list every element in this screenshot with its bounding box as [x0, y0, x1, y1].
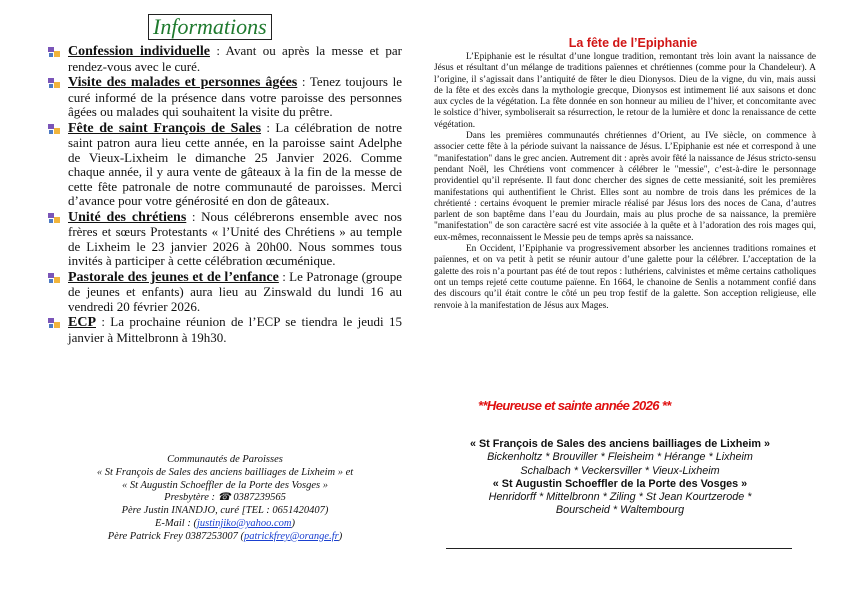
bullet-icon — [48, 46, 61, 58]
footer-line: « St Augustin Schoeffler de la Porte des Vosges » — [122, 479, 328, 491]
epiphany-article — [434, 36, 816, 312]
contact-footer — [60, 454, 390, 544]
list-item-unite — [44, 210, 402, 269]
bullet-icon — [48, 272, 61, 284]
divider — [446, 548, 792, 549]
email2-link[interactable]: patrickfrey@orange.fr — [244, 530, 339, 542]
item-heading: Pastorale des jeunes et de l’enfance — [68, 269, 279, 285]
item-text: : Nous célébrerons ensemble avec nos frères et sœurs Protestants « l’Unité des Chrétiens » au temple de Lixheim le 23 janvier 2026 à 20h00. Nous sommes tous invités à participer à cette célébration œcuménique. — [68, 208, 402, 268]
priest2-contact: Père Patrick Frey 0387253007 ( — [107, 530, 245, 542]
bullet-icon — [48, 317, 61, 329]
parish-villages: Bickenholtz * Brouviller * Fleisheim * Hérange * Lixheim — [487, 451, 753, 464]
item-heading: Unité des chrétiens — [68, 209, 187, 225]
parish-group-title: « St Augustin Schoeffler de la Porte des Vosges » — [492, 477, 748, 490]
item-heading: Visite des malades et personnes âgées — [68, 75, 298, 90]
email-link[interactable]: justinjiko@yahoo.com — [196, 517, 292, 529]
new-year-wish: **Heureuse et sainte année 2026 ** — [478, 398, 671, 413]
email-paren: ) — [291, 517, 296, 529]
bullet-icon — [48, 212, 61, 224]
article-title: La fête de l’Epiphanie — [568, 36, 698, 50]
footer-line: Communautés de Paroisses — [167, 454, 283, 465]
left-column — [44, 14, 402, 346]
item-heading: Fête de saint François de Sales — [68, 120, 262, 136]
parish-list — [436, 438, 804, 518]
priest-contact: Père Justin INANDJO, curé [TEL : 0651420407) — [121, 505, 329, 517]
informations-title: Informations — [148, 14, 272, 40]
item-text: : La célébration de notre saint patron aura lieu cette année, en la paroisse saint Adelphe de Vieux-Lixheim le dimanche 25 Janvier 2026. Comme chaque année, il y aura vente de gâteaux à la fin de la messe de cette fête patronale de notre communauté de paroisses. Merci d’avance pour votre générosité en don de gâteaux. — [68, 119, 402, 208]
list-item-visite — [44, 75, 402, 120]
item-text: : La prochaine réunion de l’ECP se tiendra le jeudi 15 janvier à Mittelbronn à 19h30. — [68, 314, 402, 345]
list-item-pastorale — [44, 270, 402, 315]
list-item-ecp — [44, 315, 402, 345]
item-text: : Tenez toujours le curé informé de la présence dans votre paroisse des personnes âgées ou malades qui souhaitent la visite du prêtre. — [68, 74, 402, 119]
parish-villages: Bourscheid * Waltembourg — [555, 504, 685, 517]
parish-villages: Henridorff * Mittelbronn * Ziling * St Jean Kourtzerode * — [488, 491, 752, 504]
article-paragraph: L’Epiphanie est le résultat d’une longue tradition, remontant très loin avant la naissance de Jésus et résultant d’un mélange de traditions païennes et chrétiennes (comme pour la Chandeleur). A l’origine, il s’agissait dans l’antiquité de fêter le dieu Dionysos. Dieu de la vigne, du vin, mais aussi de la fête et des excès dans la mythologie grecque, Dionysos est intimement lié aux saisons et donc aux cycles de la végétation. La fête donnée en son honneur au milieu de l’hiver, et concomitante avec le solstice d’hiver, symboliserait sa résurrection, le retour de la lumière et donc la renaissance de cette végétation. — [434, 52, 816, 130]
item-text: : Le Patronage (groupe de jeunes et enfants) aura lieu au Zinswald du lundi 16 au vendredi 20 février 2026. — [68, 268, 403, 314]
item-text: : Avant ou après la messe et par rendez-vous avec le curé. — [68, 43, 402, 74]
article-paragraph: En Occident, l’Epiphanie va progressivement absorber les anciennes traditions romaines et païennes, et on va petit à petit se réunir autour d’une galette pour la célébrer. L’acceptation de la galette des rois n’a pourtant pas été de tout repos : luthériens, calvinistes et même certains catholiques ont un temps rejeté cette coutume païenne. En 1664, le chanoine de Senlis a notamment confié dans des discours qu’il était contre le côté un peu trop festif de la galette. Son acception religieuse, elle renvoie à la manifestation de Jésus aux Mages. — [434, 244, 816, 311]
email2-paren: ) — [338, 530, 343, 542]
parish-group-title: « St François de Sales des anciens bailliages de Lixheim » — [469, 438, 771, 450]
list-item-fete — [44, 121, 402, 209]
info-list — [44, 44, 402, 345]
footer-line: « St François de Sales des anciens bailliages de Lixheim » et — [96, 466, 354, 478]
parish-villages: Schalbach * Veckersviller * Vieux-Lixheim — [520, 464, 720, 477]
bullet-icon — [48, 77, 61, 89]
item-heading: ECP — [68, 315, 96, 330]
priest2-line — [60, 531, 390, 544]
email-label: E-Mail : ( — [154, 517, 197, 529]
bullet-icon — [48, 123, 61, 135]
article-paragraph: Dans les premières communautés chrétiennes d’Orient, au IVe siècle, on commence à associer cette fête à la période suivant la naissance de Jésus. L’Epiphanie est née et correspond à une "manifestation" dans le grec ancien. Autrement dit : après avoir fêté la naissance de Jésus stricto-sensu pendant Noël, les Chrétiens vont commencer à célébrer le "messie", c’est-à-dire le personnage providentiel qu’il représente. Il faut donc chercher des signes de cette messianité, soit les premières manifestations qui authentifient le Christ. Elles sont au nombre de trois dans les prémices de la chrétienté : certains évoquent le premier miracle réalisé par Jésus lors des noces de Cana, d’autres parlent de son baptême dans l’eau du Jourdain, mais au plus proche de sa naissance, la première "manifestation" de son caractère sacré est vite associée à la quête et à l’adoration des rois mages qui, eux-mêmes, reconnaissent le Messie peu de temps après sa naissance. — [434, 131, 816, 243]
presbytere-phone: Presbytère : ☎ 0387239565 — [164, 492, 286, 504]
item-heading: Confession individuelle — [68, 44, 210, 59]
list-item-confession — [44, 44, 402, 74]
email-line — [60, 518, 390, 531]
